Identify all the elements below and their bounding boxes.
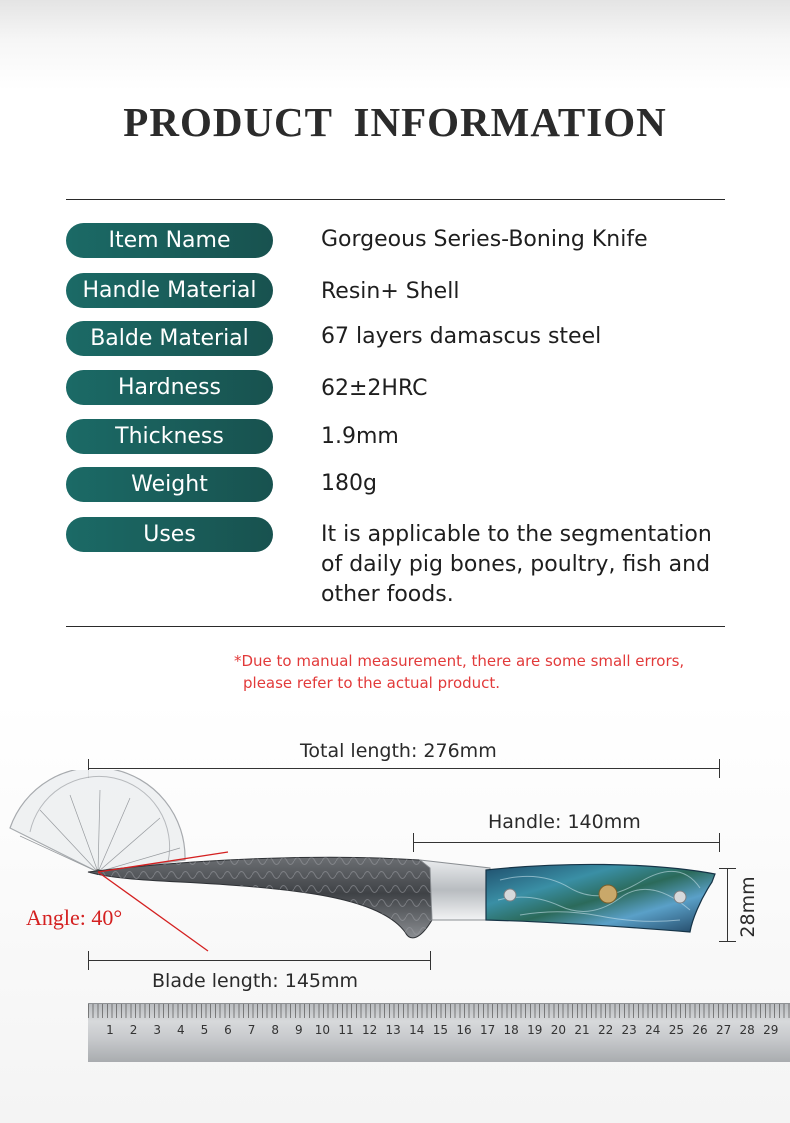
ruler-number: 5 [200, 1023, 209, 1037]
spec-label-hardness: Hardness [66, 370, 273, 405]
ruler-number: 21 [574, 1023, 590, 1037]
ruler-number: 16 [456, 1023, 472, 1037]
ruler-number: 2 [129, 1023, 138, 1037]
ruler-number: 4 [176, 1023, 185, 1037]
note-line-1: *Due to manual measurement, there are some small errors, [234, 652, 685, 670]
ruler-number: 15 [432, 1023, 449, 1037]
ruler-number: 3 [153, 1023, 162, 1037]
ruler-number: 8 [271, 1023, 280, 1037]
spec-label-handle-material: Handle Material [66, 273, 273, 308]
spec-label-uses: Uses [66, 517, 273, 552]
ruler-number: 10 [314, 1023, 331, 1037]
ruler-number: 24 [645, 1023, 661, 1037]
spec-value-uses-line-2: of daily pig bones, poultry, fish and [321, 552, 711, 577]
spec-value-uses-line-3: other foods. [321, 582, 454, 607]
ruler-number: 19 [527, 1023, 543, 1037]
blade-length-tick-right [430, 951, 431, 970]
ruler-number: 29 [763, 1023, 779, 1037]
ruler-number: 11 [338, 1023, 354, 1037]
handle-length-label: Handle: 140mm [488, 811, 641, 833]
height-label-wrap [737, 872, 759, 942]
spec-label-weight: Weight [66, 467, 273, 502]
ruler-number: 13 [385, 1023, 401, 1037]
height-tick-top [719, 868, 736, 869]
spec-value-blade-material: 67 layers damascus steel [321, 324, 602, 349]
spec-value-weight: 180g [321, 471, 377, 496]
total-length-line [88, 768, 720, 769]
height-label: 28mm [737, 876, 759, 938]
ruler-number: 26 [692, 1023, 708, 1037]
spec-label-thickness: Thickness [66, 419, 273, 454]
height-line [727, 868, 728, 942]
spec-value-handle-material: Resin+ Shell [321, 279, 460, 304]
ruler-number: 12 [361, 1023, 378, 1037]
ruler-number: 18 [503, 1023, 519, 1037]
ruler-number: 25 [668, 1023, 685, 1037]
top-divider [66, 199, 725, 200]
spec-value-uses-line-1: It is applicable to the segmentation [321, 522, 712, 547]
knife-illustration [0, 770, 790, 1000]
note-line-2: please refer to the actual product. [243, 674, 501, 692]
ruler-number: 9 [294, 1023, 303, 1037]
blade-length-line [88, 960, 431, 961]
ruler-number: 22 [597, 1023, 614, 1037]
spec-value-hardness: 62±2HRC [321, 376, 428, 401]
spec-label-blade-material: Balde Material [66, 321, 273, 356]
ruler-number: 20 [550, 1023, 567, 1037]
height-tick-bottom [719, 941, 736, 942]
page-title: PRODUCT INFORMATION [123, 99, 667, 145]
ruler-number: 27 [715, 1023, 732, 1037]
ruler-number: 17 [479, 1023, 496, 1037]
ruler-number: 28 [739, 1023, 755, 1037]
bottom-divider [66, 626, 725, 627]
ruler-number: 1 [106, 1023, 114, 1037]
ruler-ticks [88, 1004, 790, 1018]
blade-length-label: Blade length: 145mm [152, 970, 359, 992]
ruler-number: 6 [224, 1023, 232, 1037]
ruler-number: 23 [621, 1023, 637, 1037]
angle-label: Angle: 40° [26, 905, 123, 930]
total-length-label: Total length: 276mm [300, 740, 497, 762]
blade-length-tick-left [88, 951, 89, 970]
steel-ruler [88, 1003, 790, 1062]
protractor [10, 770, 185, 875]
ruler-number: 7 [247, 1023, 256, 1037]
spec-value-thickness: 1.9mm [321, 424, 399, 449]
spec-value-item-name: Gorgeous Series-Boning Knife [321, 227, 648, 252]
ruler-number: 14 [409, 1023, 425, 1037]
measurement-note [234, 650, 734, 694]
spec-label-item-name: Item Name [66, 223, 273, 258]
